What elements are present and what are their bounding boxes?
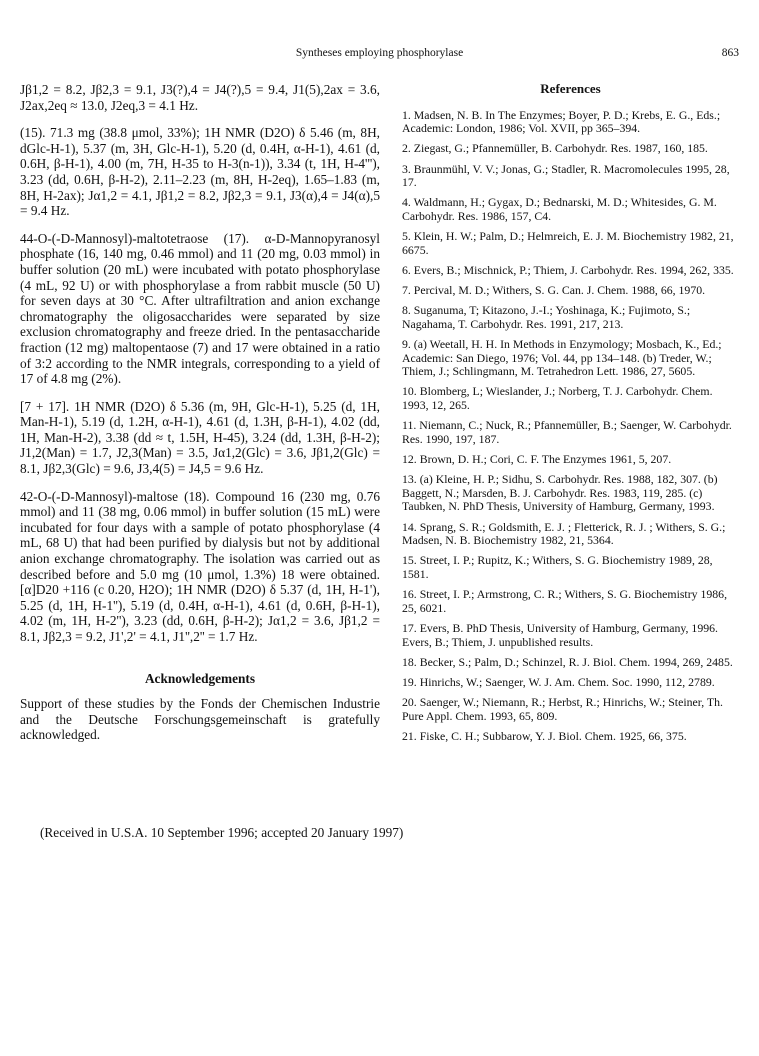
reference-item: 6. Evers, B.; Mischnick, P.; Thiem, J. Carbohydr. Res. 1994, 262, 335. <box>402 262 734 277</box>
reference-item: 20. Saenger, W.; Niemann, R.; Herbst, R.; Hinrichs, W.; Steiner, Th. Pure Appl. Chem. 1993, 65, 809. <box>402 695 723 723</box>
reference-item: 8. Suganuma, T; Kitazono, J.-I.; Yoshinaga, K.; Fujimoto, S.; Nagahama, T. Carbohydr. Res. 1991, 217, 213. <box>402 303 691 331</box>
reference-item: 3. Braunmühl, V. V.; Jonas, G.; Stadler, R. Macromolecules 1995, 28, 17. <box>402 161 730 190</box>
reference-item: 15. Street, I. P.; Rupitz, K.; Withers, S. G. Biochemistry 1989, 28, 1581. <box>402 553 713 581</box>
reference-item: 19. Hinrichs, W.; Saenger, W. J. Am. Chem. Soc. 1990, 112, 2789. <box>402 674 715 689</box>
compound-18-synthesis-paragraph: 42-O-(-D-Mannosyl)-maltose (18). Compound 16 (230 mg, 0.76 mmol) and 11 (38 mg, 0.06 mmol) in buffer solution (15 mL) were incubated for four days with a sample of potato phosphorylase (4 mL, 68 U) that had been purified by dialysis but not by additional anion exchange chromatography. The isolation was carried out as described before and 5.0 mg (10 μmol, 1.3%) 18 were obtained. [α]D20 +116 (c 0.20, H2O); 1H NMR (D2O) δ 5.37 (d, 1H, H-1'), 5.25 (d, 1H, H-1''), 5.19 (d, 0.4H, α-H-1), 4.61 (d, 0.6H, β-H-1), 4.02 (m, 1H, H-2''), 3.23 (dd, 0.6H, β-H-2); Jα1,2 = 3.6, Jβ1,2 = 8.1, Jβ2,3 = 9.2, J1',2' = 4.1, J1'',2'' = 1.7 Hz. <box>20 488 380 644</box>
page-number: 863 <box>721 47 739 59</box>
references-column <box>402 82 739 750</box>
reference-item: 16. Street, I. P.; Armstrong, C. R.; Withers, S. G. Biochemistry 1986, 25, 6021. <box>402 587 728 615</box>
references-heading: References <box>540 81 601 96</box>
compound-15-nmr-paragraph: (15). 71.3 mg (38.8 μmol, 33%); 1H NMR (D2O) δ 5.46 (m, 8H, dGlc-H-1), 5.37 (m, 3H, Glc-H-1), 5.20 (d, 0.4H, α-H-1), 4.61 (d, 0.6H, β-H-1), 4.00 (m, 7H, H-35 to H-3(n-1)), 3.34 (t, 1H, H-4'''), 3.23 (dd, 0.6H, β-H-2), 2.11–2.23 (m, 8H, H-2eq), 1.65–1.83 (m, 8H, H-2ax); Jα1,2 = 4.1, Jβ1,2 = 8.2, Jβ2,3 = 9.1, J3(α),4 = J4(α),5 = 9.4 Hz. <box>20 125 380 219</box>
received-date: (Received in U.S.A. 10 September 1996; accepted 20 January 1997) <box>40 825 404 840</box>
page-header <box>20 47 739 63</box>
acknowledgements-heading: Acknowledgements <box>144 670 256 686</box>
reference-item: 14. Sprang, S. R.; Goldsmith, E. J. ; Fletterick, R. J. ; Withers, S. G.; Madsen, N. B. Biochemistry 1982, 21, 5364. <box>402 519 726 548</box>
reference-item: 1. Madsen, N. B. In The Enzymes; Boyer, P. D.; Krebs, E. G., Eds.; Academic: London, 1986; Vol. XVII, pp 365–394. <box>402 107 721 136</box>
reference-item: 9. (a) Weetall, H. H. In Methods in Enzymology; Mosbach, K., Ed.; Academic: San Diego, 1976; Vol. 44, pp 134–148. (b) Treder, W.; Thiem, J.; Schlingmann, M. Tetrahedron Lett. 1986, 27, 5605. <box>402 337 722 379</box>
compound-17-synthesis-paragraph: 44-O-(-D-Mannosyl)-maltotetraose (17). α-D-Mannopyranosyl phosphate (16, 140 mg, 0.46 mmol) and 11 (20 mg, 0.03 mmol) in buffer solution (20 mL) were incubated with potato phosphorylase (4 mL, 92 U) or with phosphorylase a from rabbit muscle (50 U) for seven days at 30 °C. After ultrafiltration and anion exchange chromatography the oligosaccharides were separated by size exclusion chromatography and freeze dried. In the pentasaccharide fraction (12 mg) maltopentaose (7) and 17 were obtained in a ratio of 3:2 according to the NMR integrals, corresponding to a yield of 17 of 4.8 mg (2%). <box>20 230 380 387</box>
reference-item: 10. Blomberg, L; Wieslander, J.; Norberg, T. J. Carbohydr. Chem. 1993, 12, 265. <box>402 384 713 413</box>
reference-item: 17. Evers, B. PhD Thesis, University of Hamburg, Germany, 1996. Evers, B.; Thiem, J. unpublished results. <box>402 620 718 649</box>
reference-item: 18. Becker, S.; Palm, D.; Schinzel, R. J. Biol. Chem. 1994, 269, 2485. <box>402 654 733 669</box>
acknowledgements-text: Support of these studies by the Fonds der Chemischen Industrie and the Deutsche Forschungsgemeinschaft is gratefully acknowledged. <box>20 696 380 743</box>
reference-item: 7. Percival, M. D.; Withers, S. G. Can. J. Chem. 1988, 66, 1970. <box>402 283 706 298</box>
reference-item: 2. Ziegast, G.; Pfannemüller, B. Carbohydr. Res. 1987, 160, 185. <box>402 141 708 156</box>
coupling-constants-paragraph: Jβ1,2 = 8.2, Jβ2,3 = 9.1, J3(?),4 = J4(?),5 = 9.4, J1(5),2ax = 3.6, J2ax,2eq ≈ 13.0, J2eq,3 = 4.1 Hz. <box>20 82 380 113</box>
compound-7-17-nmr-paragraph: [7 + 17]. 1H NMR (D2O) δ 5.36 (m, 9H, Glc-H-1), 5.25 (d, 1H, Man-H-1), 5.19 (d, 1.2H, α-H-1), 4.61 (d, 1.3H, β-H-1), 4.02 (dd, 1H, Man-H-2), 3.38 (dd ≈ t, 1.5H, H-45), 3.24 (dd, 1.3H, β-H-2); J1,2(Man) = 1.7, J2,3(Man) = 3.5, Jα1,2(Glc) = 3.6, Jβ1,2(Glc) = 8.1, Jβ2,3(Glc) = 9.6, J3,4(5) = J4,5 = 9.6 Hz. <box>20 398 380 477</box>
reference-item: 12. Brown, D. H.; Cori, C. F. The Enzymes 1961, 5, 207. <box>402 452 672 466</box>
reference-item: 5. Klein, H. W.; Palm, D.; Helmreich, E. J. M. Biochemistry 1982, 21, 6675. <box>402 229 734 257</box>
running-title: Syntheses employing phosphorylase <box>295 47 464 59</box>
reference-item: 13. (a) Kleine, H. P.; Sidhu, S. Carbohydr. Res. 1988, 182, 307. (b) Baggett, N.; Marsden, B. J. Carbohydr. Res. 1983, 119, 285. (c) Taubken, N. PhD Thesis, University of Hamburg, Germany, 1993. <box>402 472 718 514</box>
reference-item: 11. Niemann, C.; Nuck, R.; Pfannemüller, B.; Saenger, W. Carbohydr. Res. 1990, 197, 187. <box>402 418 732 446</box>
left-column <box>20 82 380 755</box>
reference-item: 4. Waldmann, H.; Gygax, D.; Bednarski, M. D.; Whitesides, G. M. Carbohydr. Res. 1986, 157, C4. <box>402 195 717 223</box>
reference-item: 21. Fiske, C. H.; Subbarow, Y. J. Biol. Chem. 1925, 66, 375. <box>402 728 687 743</box>
